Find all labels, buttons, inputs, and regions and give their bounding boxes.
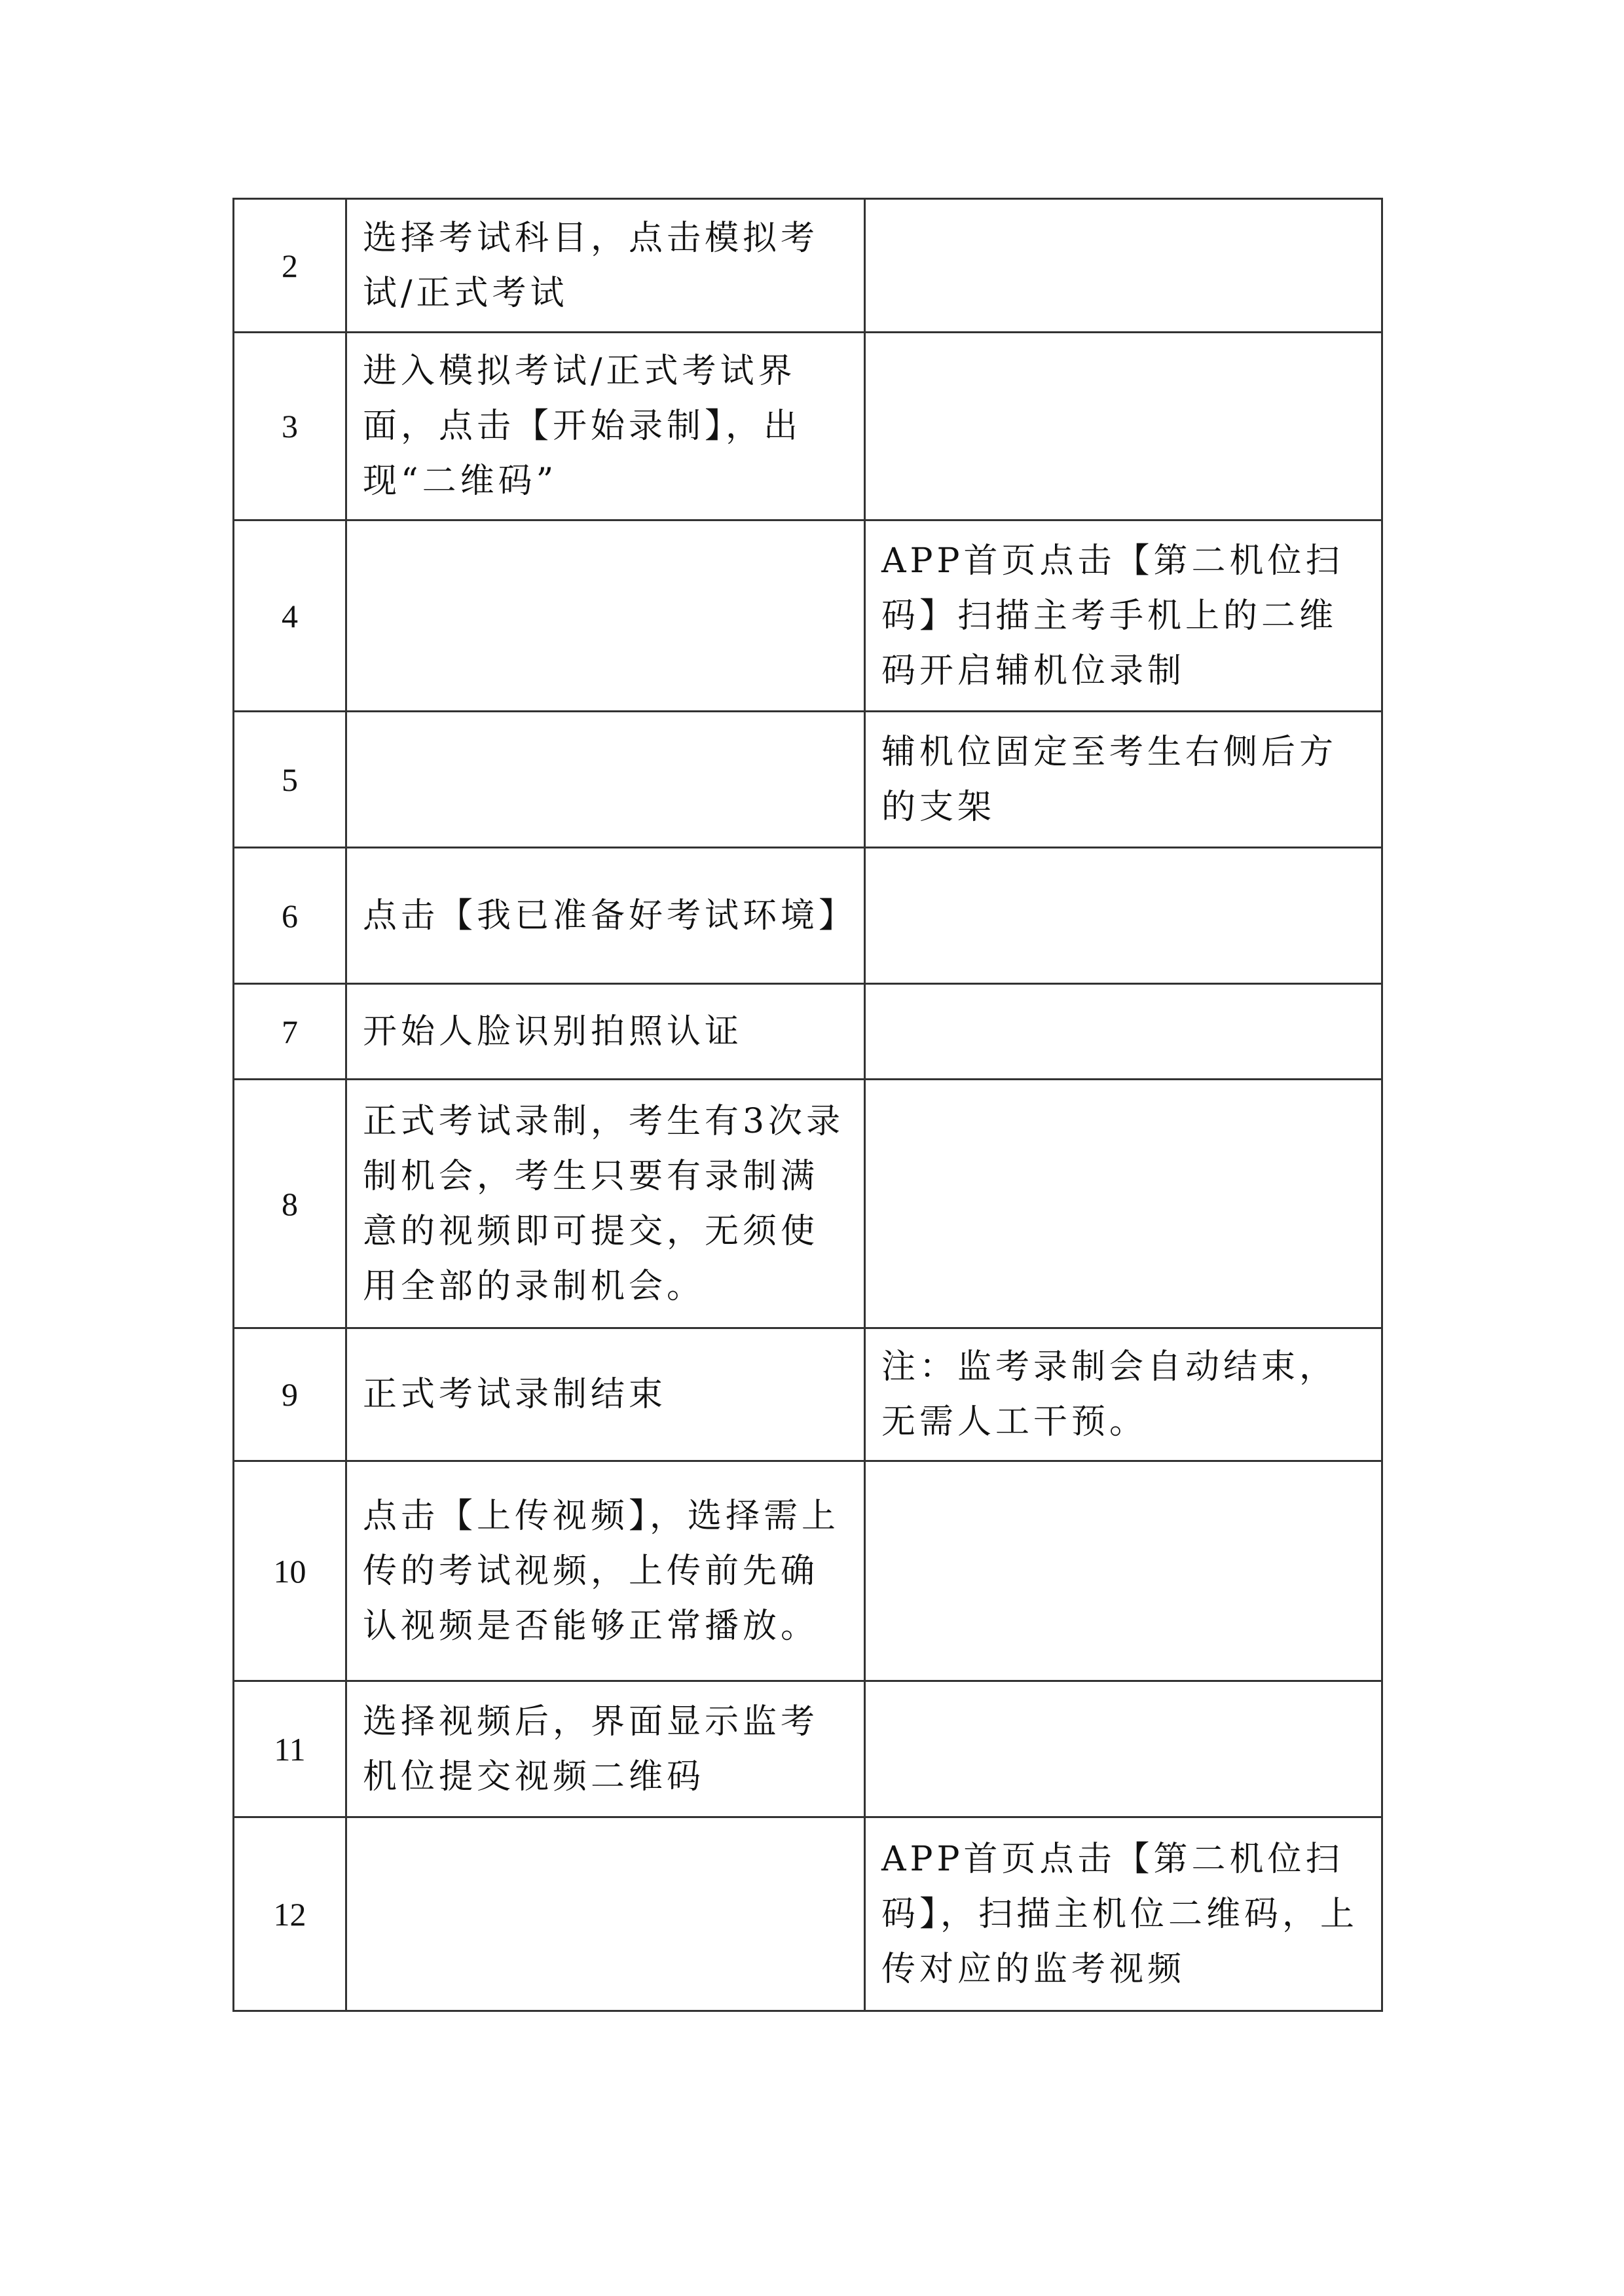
main-camera-step: 选择考试科目，点击模拟考试/正式考试 (346, 199, 865, 333)
aux-camera-step: APP首页点击【第二机位扫码】扫描主考手机上的二维码开启辅机位录制 (865, 520, 1382, 712)
main-camera-step: 进入模拟考试/正式考试界面，点击【开始录制】，出现“二维码” (346, 333, 865, 520)
step-number: 11 (234, 1681, 346, 1817)
aux-camera-step (865, 848, 1382, 984)
step-number: 3 (234, 333, 346, 520)
aux-camera-step (865, 333, 1382, 520)
aux-camera-step: APP首页点击【第二机位扫码】，扫描主机位二维码，上传对应的监考视频 (865, 1817, 1382, 2011)
table-row (234, 984, 1382, 1080)
main-camera-step (346, 712, 865, 848)
main-camera-step: 开始人脸识别拍照认证 (346, 984, 865, 1080)
table-row (234, 1681, 1382, 1817)
step-number: 10 (234, 1461, 346, 1681)
aux-camera-step (865, 1461, 1382, 1681)
step-number: 8 (234, 1080, 346, 1328)
main-camera-step: 正式考试录制结束 (346, 1328, 865, 1461)
aux-camera-step (865, 984, 1382, 1080)
step-number: 7 (234, 984, 346, 1080)
table-row (234, 1328, 1382, 1461)
step-number: 6 (234, 848, 346, 984)
step-number: 4 (234, 520, 346, 712)
main-camera-step (346, 1817, 865, 2011)
main-camera-step: 点击【我已准备好考试环境】 (346, 848, 865, 984)
table-row (234, 520, 1382, 712)
step-number: 12 (234, 1817, 346, 2011)
table-row (234, 848, 1382, 984)
aux-camera-step: 辅机位固定至考生右侧后方的支架 (865, 712, 1382, 848)
aux-camera-step (865, 199, 1382, 333)
step-number: 2 (234, 199, 346, 333)
main-camera-step: 点击【上传视频】，选择需上传的考试视频，上传前先确认视频是否能够正常播放。 (346, 1461, 865, 1681)
aux-camera-step (865, 1080, 1382, 1328)
table-row (234, 712, 1382, 848)
main-camera-step: 选择视频后，界面显示监考机位提交视频二维码 (346, 1681, 865, 1817)
procedure-table (232, 198, 1383, 2012)
main-camera-step: 正式考试录制，考生有3次录制机会，考生只要有录制满意的视频即可提交，无须使用全部的录制机会。 (346, 1080, 865, 1328)
table-row (234, 199, 1382, 333)
step-number: 9 (234, 1328, 346, 1461)
table-row (234, 1461, 1382, 1681)
aux-camera-step (865, 1681, 1382, 1817)
table-row (234, 1817, 1382, 2011)
aux-camera-step: 注：监考录制会自动结束，无需人工干预。 (865, 1328, 1382, 1461)
table-row (234, 333, 1382, 520)
table-row (234, 1080, 1382, 1328)
step-number: 5 (234, 712, 346, 848)
main-camera-step (346, 520, 865, 712)
